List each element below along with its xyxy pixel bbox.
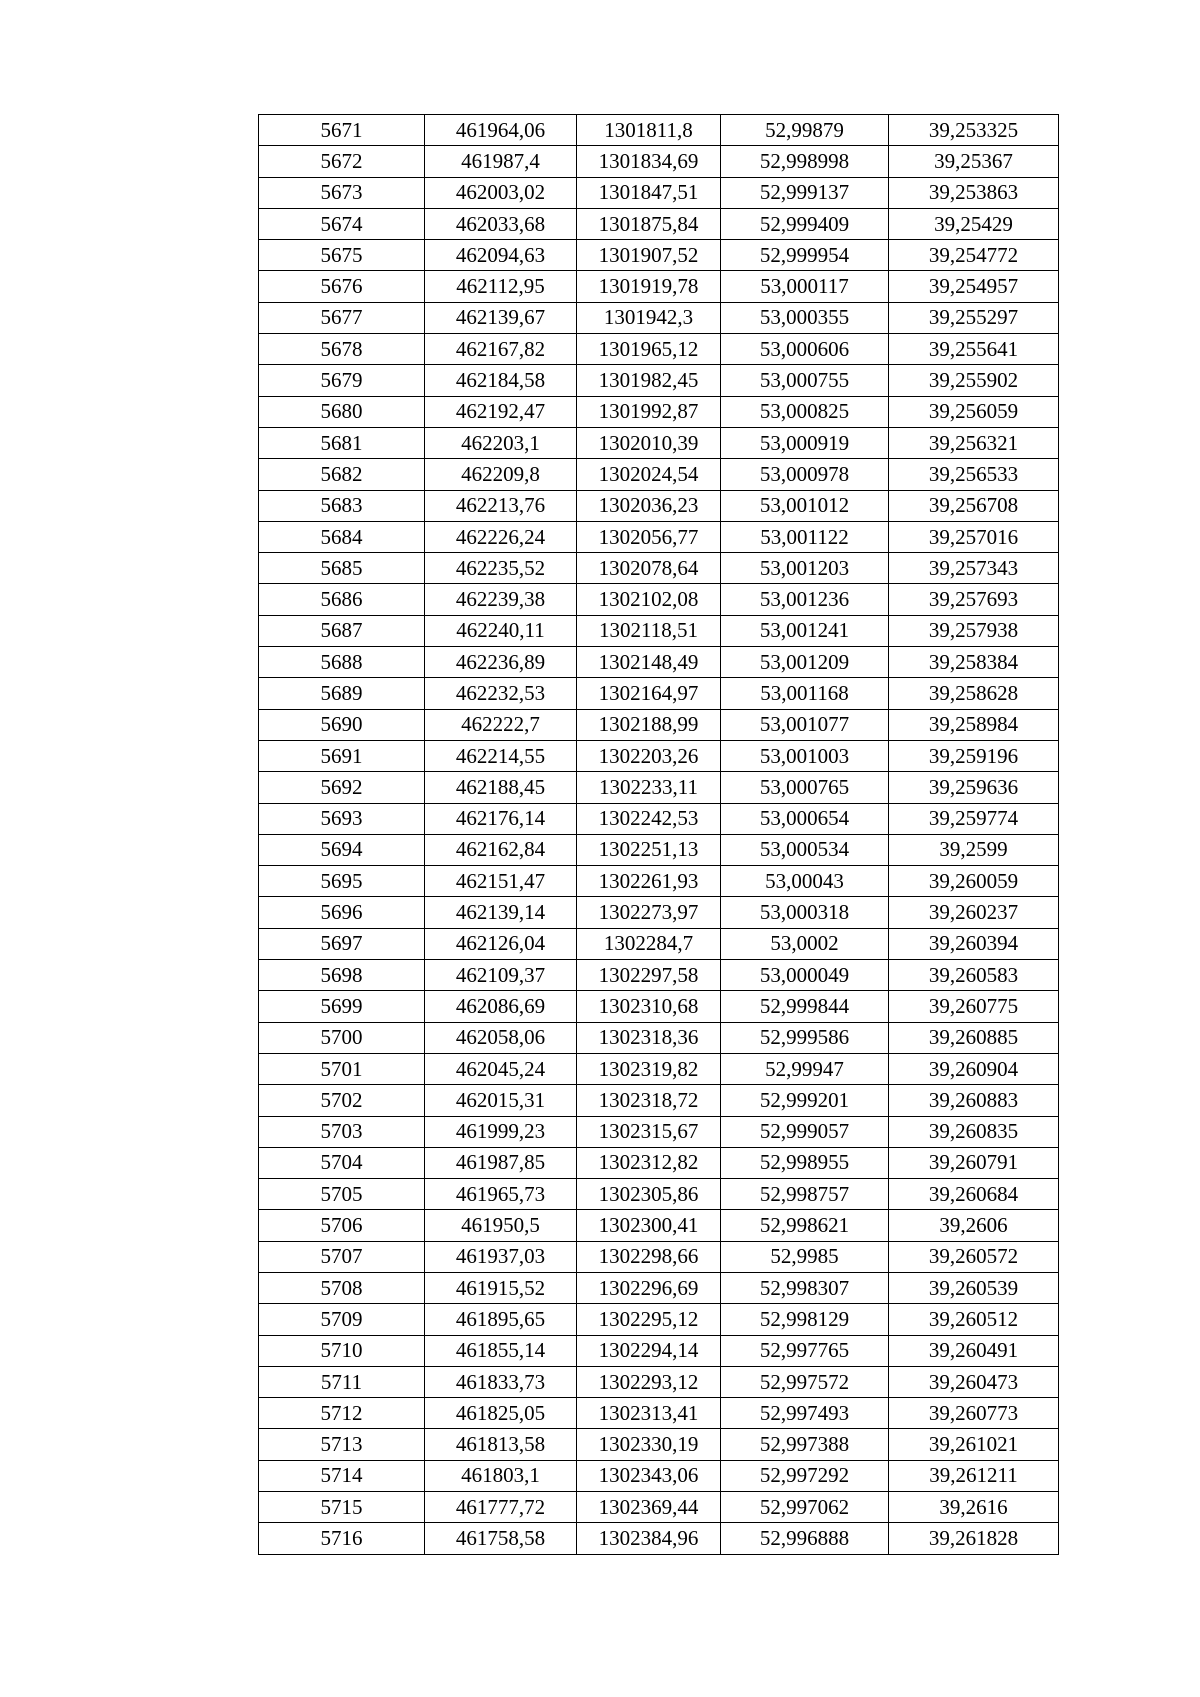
latitude-cell: 52,999201 <box>721 1085 889 1116</box>
table-row <box>259 1429 1059 1460</box>
x-coordinate-cell: 462209,8 <box>425 459 577 490</box>
table-row <box>259 365 1059 396</box>
longitude-cell: 39,257693 <box>889 584 1059 615</box>
y-coordinate-cell: 1302330,19 <box>577 1429 721 1460</box>
longitude-cell: 39,259636 <box>889 772 1059 803</box>
table-row <box>259 271 1059 302</box>
point-number-cell: 5687 <box>259 615 425 646</box>
longitude-cell: 39,258628 <box>889 678 1059 709</box>
longitude-cell: 39,253325 <box>889 115 1059 146</box>
point-number-cell: 5713 <box>259 1429 425 1460</box>
table-row <box>259 678 1059 709</box>
point-number-cell: 5711 <box>259 1366 425 1397</box>
longitude-cell: 39,260773 <box>889 1398 1059 1429</box>
point-number-cell: 5678 <box>259 334 425 365</box>
x-coordinate-cell: 462236,89 <box>425 647 577 678</box>
y-coordinate-cell: 1302318,36 <box>577 1022 721 1053</box>
x-coordinate-cell: 462213,76 <box>425 490 577 521</box>
longitude-cell: 39,257016 <box>889 521 1059 552</box>
longitude-cell: 39,253863 <box>889 177 1059 208</box>
latitude-cell: 53,001203 <box>721 553 889 584</box>
latitude-cell: 52,999844 <box>721 991 889 1022</box>
y-coordinate-cell: 1302242,53 <box>577 803 721 834</box>
point-number-cell: 5690 <box>259 709 425 740</box>
y-coordinate-cell: 1302056,77 <box>577 521 721 552</box>
longitude-cell: 39,2606 <box>889 1210 1059 1241</box>
y-coordinate-cell: 1302024,54 <box>577 459 721 490</box>
table-row <box>259 302 1059 333</box>
latitude-cell: 53,0002 <box>721 928 889 959</box>
longitude-cell: 39,261211 <box>889 1460 1059 1491</box>
longitude-cell: 39,259774 <box>889 803 1059 834</box>
latitude-cell: 52,998757 <box>721 1179 889 1210</box>
x-coordinate-cell: 462094,63 <box>425 240 577 271</box>
y-coordinate-cell: 1302010,39 <box>577 427 721 458</box>
longitude-cell: 39,260512 <box>889 1304 1059 1335</box>
x-coordinate-cell: 461999,23 <box>425 1116 577 1147</box>
latitude-cell: 52,99879 <box>721 115 889 146</box>
y-coordinate-cell: 1301875,84 <box>577 208 721 239</box>
table-row <box>259 115 1059 146</box>
table-row <box>259 396 1059 427</box>
table-row <box>259 1147 1059 1178</box>
table-row <box>259 1335 1059 1366</box>
point-number-cell: 5685 <box>259 553 425 584</box>
point-number-cell: 5700 <box>259 1022 425 1053</box>
x-coordinate-cell: 462188,45 <box>425 772 577 803</box>
y-coordinate-cell: 1302315,67 <box>577 1116 721 1147</box>
y-coordinate-cell: 1302312,82 <box>577 1147 721 1178</box>
x-coordinate-cell: 461987,85 <box>425 1147 577 1178</box>
x-coordinate-cell: 461937,03 <box>425 1241 577 1272</box>
point-number-cell: 5699 <box>259 991 425 1022</box>
y-coordinate-cell: 1302148,49 <box>577 647 721 678</box>
longitude-cell: 39,260059 <box>889 866 1059 897</box>
y-coordinate-cell: 1302188,99 <box>577 709 721 740</box>
table-row <box>259 1492 1059 1523</box>
point-number-cell: 5680 <box>259 396 425 427</box>
x-coordinate-cell: 461855,14 <box>425 1335 577 1366</box>
x-coordinate-cell: 462151,47 <box>425 866 577 897</box>
point-number-cell: 5684 <box>259 521 425 552</box>
table-row <box>259 208 1059 239</box>
y-coordinate-cell: 1301834,69 <box>577 146 721 177</box>
x-coordinate-cell: 462222,7 <box>425 709 577 740</box>
table-row <box>259 1460 1059 1491</box>
y-coordinate-cell: 1301942,3 <box>577 302 721 333</box>
x-coordinate-cell: 462112,95 <box>425 271 577 302</box>
longitude-cell: 39,254772 <box>889 240 1059 271</box>
x-coordinate-cell: 461833,73 <box>425 1366 577 1397</box>
table-row <box>259 615 1059 646</box>
y-coordinate-cell: 1302203,26 <box>577 740 721 771</box>
longitude-cell: 39,255297 <box>889 302 1059 333</box>
longitude-cell: 39,260883 <box>889 1085 1059 1116</box>
longitude-cell: 39,260684 <box>889 1179 1059 1210</box>
longitude-cell: 39,2599 <box>889 834 1059 865</box>
latitude-cell: 53,000606 <box>721 334 889 365</box>
latitude-cell: 53,001209 <box>721 647 889 678</box>
x-coordinate-cell: 461964,06 <box>425 115 577 146</box>
y-coordinate-cell: 1302261,93 <box>577 866 721 897</box>
longitude-cell: 39,257938 <box>889 615 1059 646</box>
latitude-cell: 52,999057 <box>721 1116 889 1147</box>
latitude-cell: 53,001168 <box>721 678 889 709</box>
y-coordinate-cell: 1301907,52 <box>577 240 721 271</box>
x-coordinate-cell: 462176,14 <box>425 803 577 834</box>
table-row <box>259 177 1059 208</box>
table-row <box>259 928 1059 959</box>
table-row <box>259 1523 1059 1554</box>
point-number-cell: 5674 <box>259 208 425 239</box>
longitude-cell: 39,258384 <box>889 647 1059 678</box>
longitude-cell: 39,256321 <box>889 427 1059 458</box>
y-coordinate-cell: 1302369,44 <box>577 1492 721 1523</box>
point-number-cell: 5708 <box>259 1272 425 1303</box>
table-row <box>259 240 1059 271</box>
table-row <box>259 803 1059 834</box>
latitude-cell: 52,999409 <box>721 208 889 239</box>
y-coordinate-cell: 1301919,78 <box>577 271 721 302</box>
y-coordinate-cell: 1302318,72 <box>577 1085 721 1116</box>
table-row <box>259 1179 1059 1210</box>
latitude-cell: 53,000534 <box>721 834 889 865</box>
table-row <box>259 866 1059 897</box>
x-coordinate-cell: 462226,24 <box>425 521 577 552</box>
longitude-cell: 39,260885 <box>889 1022 1059 1053</box>
table-row <box>259 991 1059 1022</box>
latitude-cell: 52,998955 <box>721 1147 889 1178</box>
point-number-cell: 5675 <box>259 240 425 271</box>
point-number-cell: 5679 <box>259 365 425 396</box>
point-number-cell: 5716 <box>259 1523 425 1554</box>
y-coordinate-cell: 1302078,64 <box>577 553 721 584</box>
table-row <box>259 1304 1059 1335</box>
longitude-cell: 39,258984 <box>889 709 1059 740</box>
x-coordinate-cell: 462192,47 <box>425 396 577 427</box>
longitude-cell: 39,257343 <box>889 553 1059 584</box>
y-coordinate-cell: 1302384,96 <box>577 1523 721 1554</box>
x-coordinate-cell: 461965,73 <box>425 1179 577 1210</box>
latitude-cell: 53,001122 <box>721 521 889 552</box>
point-number-cell: 5703 <box>259 1116 425 1147</box>
point-number-cell: 5704 <box>259 1147 425 1178</box>
point-number-cell: 5712 <box>259 1398 425 1429</box>
latitude-cell: 52,999137 <box>721 177 889 208</box>
point-number-cell: 5689 <box>259 678 425 709</box>
x-coordinate-cell: 462086,69 <box>425 991 577 1022</box>
longitude-cell: 39,256708 <box>889 490 1059 521</box>
x-coordinate-cell: 462139,14 <box>425 897 577 928</box>
table-row <box>259 521 1059 552</box>
y-coordinate-cell: 1302102,08 <box>577 584 721 615</box>
table-row <box>259 1366 1059 1397</box>
y-coordinate-cell: 1302036,23 <box>577 490 721 521</box>
point-number-cell: 5707 <box>259 1241 425 1272</box>
x-coordinate-cell: 462058,06 <box>425 1022 577 1053</box>
point-number-cell: 5696 <box>259 897 425 928</box>
latitude-cell: 52,999586 <box>721 1022 889 1053</box>
x-coordinate-cell: 461915,52 <box>425 1272 577 1303</box>
y-coordinate-cell: 1302319,82 <box>577 1053 721 1084</box>
point-number-cell: 5677 <box>259 302 425 333</box>
table-row <box>259 553 1059 584</box>
latitude-cell: 53,000825 <box>721 396 889 427</box>
longitude-cell: 39,260394 <box>889 928 1059 959</box>
x-coordinate-cell: 462235,52 <box>425 553 577 584</box>
latitude-cell: 52,998621 <box>721 1210 889 1241</box>
latitude-cell: 52,998307 <box>721 1272 889 1303</box>
x-coordinate-cell: 462033,68 <box>425 208 577 239</box>
longitude-cell: 39,260473 <box>889 1366 1059 1397</box>
latitude-cell: 53,000318 <box>721 897 889 928</box>
longitude-cell: 39,255641 <box>889 334 1059 365</box>
point-number-cell: 5683 <box>259 490 425 521</box>
table-row <box>259 459 1059 490</box>
latitude-cell: 53,000654 <box>721 803 889 834</box>
latitude-cell: 53,001241 <box>721 615 889 646</box>
table-row <box>259 427 1059 458</box>
latitude-cell: 52,999954 <box>721 240 889 271</box>
longitude-cell: 39,260904 <box>889 1053 1059 1084</box>
table-row <box>259 834 1059 865</box>
point-number-cell: 5709 <box>259 1304 425 1335</box>
latitude-cell: 53,000919 <box>721 427 889 458</box>
latitude-cell: 52,996888 <box>721 1523 889 1554</box>
y-coordinate-cell: 1302164,97 <box>577 678 721 709</box>
point-number-cell: 5695 <box>259 866 425 897</box>
table-row <box>259 647 1059 678</box>
table-row <box>259 490 1059 521</box>
point-number-cell: 5706 <box>259 1210 425 1241</box>
x-coordinate-cell: 462214,55 <box>425 740 577 771</box>
x-coordinate-cell: 462003,02 <box>425 177 577 208</box>
longitude-cell: 39,256533 <box>889 459 1059 490</box>
x-coordinate-cell: 462203,1 <box>425 427 577 458</box>
point-number-cell: 5705 <box>259 1179 425 1210</box>
x-coordinate-cell: 461813,58 <box>425 1429 577 1460</box>
y-coordinate-cell: 1302118,51 <box>577 615 721 646</box>
latitude-cell: 52,997292 <box>721 1460 889 1491</box>
latitude-cell: 52,997388 <box>721 1429 889 1460</box>
y-coordinate-cell: 1302296,69 <box>577 1272 721 1303</box>
y-coordinate-cell: 1302294,14 <box>577 1335 721 1366</box>
x-coordinate-cell: 461895,65 <box>425 1304 577 1335</box>
x-coordinate-cell: 461950,5 <box>425 1210 577 1241</box>
table-row <box>259 584 1059 615</box>
latitude-cell: 53,000117 <box>721 271 889 302</box>
table-row <box>259 1241 1059 1272</box>
y-coordinate-cell: 1302310,68 <box>577 991 721 1022</box>
table-row <box>259 146 1059 177</box>
longitude-cell: 39,260775 <box>889 991 1059 1022</box>
y-coordinate-cell: 1302233,11 <box>577 772 721 803</box>
longitude-cell: 39,259196 <box>889 740 1059 771</box>
x-coordinate-cell: 462109,37 <box>425 960 577 991</box>
latitude-cell: 53,001003 <box>721 740 889 771</box>
x-coordinate-cell: 461987,4 <box>425 146 577 177</box>
x-coordinate-cell: 462232,53 <box>425 678 577 709</box>
y-coordinate-cell: 1302313,41 <box>577 1398 721 1429</box>
latitude-cell: 52,997765 <box>721 1335 889 1366</box>
x-coordinate-cell: 461777,72 <box>425 1492 577 1523</box>
table-row <box>259 1053 1059 1084</box>
latitude-cell: 53,001012 <box>721 490 889 521</box>
point-number-cell: 5693 <box>259 803 425 834</box>
point-number-cell: 5686 <box>259 584 425 615</box>
point-number-cell: 5694 <box>259 834 425 865</box>
table-row <box>259 897 1059 928</box>
table-row <box>259 960 1059 991</box>
longitude-cell: 39,260791 <box>889 1147 1059 1178</box>
point-number-cell: 5702 <box>259 1085 425 1116</box>
y-coordinate-cell: 1301811,8 <box>577 115 721 146</box>
latitude-cell: 52,997572 <box>721 1366 889 1397</box>
table-row <box>259 1272 1059 1303</box>
point-number-cell: 5673 <box>259 177 425 208</box>
y-coordinate-cell: 1302293,12 <box>577 1366 721 1397</box>
latitude-cell: 53,000765 <box>721 772 889 803</box>
longitude-cell: 39,260572 <box>889 1241 1059 1272</box>
latitude-cell: 52,998129 <box>721 1304 889 1335</box>
y-coordinate-cell: 1301847,51 <box>577 177 721 208</box>
point-number-cell: 5688 <box>259 647 425 678</box>
longitude-cell: 39,260583 <box>889 960 1059 991</box>
latitude-cell: 52,99947 <box>721 1053 889 1084</box>
point-number-cell: 5715 <box>259 1492 425 1523</box>
latitude-cell: 52,997062 <box>721 1492 889 1523</box>
table-row <box>259 1116 1059 1147</box>
y-coordinate-cell: 1302273,97 <box>577 897 721 928</box>
table-row <box>259 740 1059 771</box>
longitude-cell: 39,261828 <box>889 1523 1059 1554</box>
x-coordinate-cell: 462139,67 <box>425 302 577 333</box>
table-row <box>259 1210 1059 1241</box>
y-coordinate-cell: 1302284,7 <box>577 928 721 959</box>
longitude-cell: 39,260539 <box>889 1272 1059 1303</box>
coordinates-table-body <box>259 115 1059 1555</box>
point-number-cell: 5697 <box>259 928 425 959</box>
point-number-cell: 5698 <box>259 960 425 991</box>
point-number-cell: 5710 <box>259 1335 425 1366</box>
x-coordinate-cell: 462167,82 <box>425 334 577 365</box>
longitude-cell: 39,256059 <box>889 396 1059 427</box>
point-number-cell: 5681 <box>259 427 425 458</box>
longitude-cell: 39,260237 <box>889 897 1059 928</box>
y-coordinate-cell: 1302297,58 <box>577 960 721 991</box>
y-coordinate-cell: 1302298,66 <box>577 1241 721 1272</box>
x-coordinate-cell: 462045,24 <box>425 1053 577 1084</box>
latitude-cell: 53,001077 <box>721 709 889 740</box>
y-coordinate-cell: 1302300,41 <box>577 1210 721 1241</box>
latitude-cell: 52,9985 <box>721 1241 889 1272</box>
point-number-cell: 5671 <box>259 115 425 146</box>
longitude-cell: 39,25429 <box>889 208 1059 239</box>
longitude-cell: 39,2616 <box>889 1492 1059 1523</box>
table-row <box>259 772 1059 803</box>
x-coordinate-cell: 462184,58 <box>425 365 577 396</box>
table-row <box>259 334 1059 365</box>
point-number-cell: 5676 <box>259 271 425 302</box>
coordinates-table <box>258 114 1059 1555</box>
x-coordinate-cell: 462162,84 <box>425 834 577 865</box>
table-row <box>259 1398 1059 1429</box>
y-coordinate-cell: 1302251,13 <box>577 834 721 865</box>
point-number-cell: 5692 <box>259 772 425 803</box>
point-number-cell: 5691 <box>259 740 425 771</box>
latitude-cell: 53,000355 <box>721 302 889 333</box>
table-row <box>259 1085 1059 1116</box>
longitude-cell: 39,255902 <box>889 365 1059 396</box>
longitude-cell: 39,261021 <box>889 1429 1059 1460</box>
x-coordinate-cell: 461758,58 <box>425 1523 577 1554</box>
y-coordinate-cell: 1302305,86 <box>577 1179 721 1210</box>
x-coordinate-cell: 462015,31 <box>425 1085 577 1116</box>
latitude-cell: 52,997493 <box>721 1398 889 1429</box>
y-coordinate-cell: 1302295,12 <box>577 1304 721 1335</box>
y-coordinate-cell: 1301992,87 <box>577 396 721 427</box>
table-row <box>259 1022 1059 1053</box>
longitude-cell: 39,260835 <box>889 1116 1059 1147</box>
latitude-cell: 53,000755 <box>721 365 889 396</box>
latitude-cell: 53,000049 <box>721 960 889 991</box>
latitude-cell: 53,00043 <box>721 866 889 897</box>
y-coordinate-cell: 1301982,45 <box>577 365 721 396</box>
point-number-cell: 5682 <box>259 459 425 490</box>
y-coordinate-cell: 1301965,12 <box>577 334 721 365</box>
point-number-cell: 5701 <box>259 1053 425 1084</box>
y-coordinate-cell: 1302343,06 <box>577 1460 721 1491</box>
longitude-cell: 39,260491 <box>889 1335 1059 1366</box>
longitude-cell: 39,25367 <box>889 146 1059 177</box>
x-coordinate-cell: 461803,1 <box>425 1460 577 1491</box>
x-coordinate-cell: 462240,11 <box>425 615 577 646</box>
longitude-cell: 39,254957 <box>889 271 1059 302</box>
latitude-cell: 53,001236 <box>721 584 889 615</box>
latitude-cell: 53,000978 <box>721 459 889 490</box>
latitude-cell: 52,998998 <box>721 146 889 177</box>
table-row <box>259 709 1059 740</box>
x-coordinate-cell: 461825,05 <box>425 1398 577 1429</box>
point-number-cell: 5672 <box>259 146 425 177</box>
point-number-cell: 5714 <box>259 1460 425 1491</box>
x-coordinate-cell: 462239,38 <box>425 584 577 615</box>
x-coordinate-cell: 462126,04 <box>425 928 577 959</box>
